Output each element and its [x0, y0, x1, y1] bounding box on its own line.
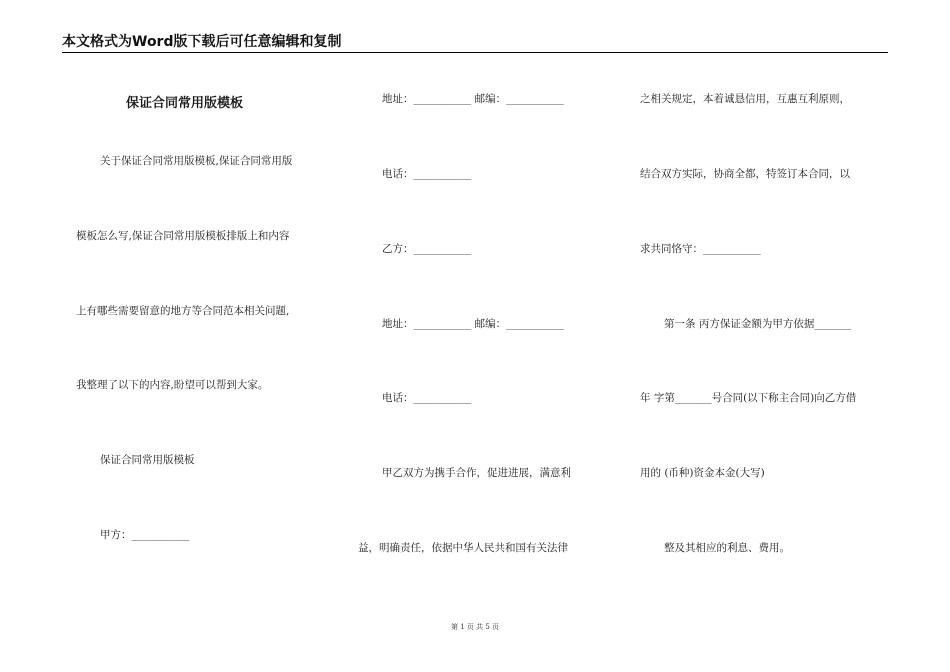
page-number: 第 1 页 共 5 页	[450, 623, 500, 631]
paragraph-line: 我整理了以下的内容,盼望可以帮到大家。	[76, 379, 269, 391]
paragraph-line: 模板怎么写,保证合同常用版模板排版上和内容	[76, 230, 290, 242]
paragraph-line: 用的 (币种)资金本金(大写)	[640, 467, 765, 479]
header-text: 本文格式为Word版下载后可任意编辑和复制	[62, 34, 342, 50]
party-a-line: 甲方：___________	[100, 529, 190, 541]
paragraph-line: 益，明确责任，依据中华人民共和国有关法律	[358, 542, 568, 554]
party-b-line: 乙方：___________	[382, 243, 472, 255]
paragraph-line: 整及其相应的利息、费用。	[664, 542, 790, 554]
paragraph-line: 关于保证合同常用版模板,保证合同常用版	[100, 155, 293, 167]
column-2	[358, 0, 603, 672]
paragraph-line: 求共同恪守：___________	[640, 243, 761, 255]
paragraph-line: 第一条 丙方保证金额为甲方依据_______	[664, 318, 852, 330]
address-line: 地址：___________ 邮编：___________	[382, 318, 564, 330]
paragraph-line: 之相关规定，本着诚恳信用，互惠互利原则，	[640, 93, 850, 105]
paragraph-line: 结合双方实际，协商全都，特签订本合同，以	[640, 168, 850, 180]
paragraph-line: 保证合同常用版模板	[100, 454, 195, 466]
paragraph-line: 甲乙双方为携手合作，促进进展，满意利	[382, 467, 571, 479]
column-1	[76, 0, 326, 672]
phone-line: 电话：___________	[382, 392, 472, 404]
phone-line: 电话：___________	[382, 168, 472, 180]
paragraph-line: 年 字第_______号合同(以下称主合同)向乙方借	[640, 392, 857, 404]
document-title: 保证合同常用版模板	[126, 96, 244, 111]
paragraph-line: 上有哪些需要留意的地方等合同范本相关问题,	[76, 305, 290, 317]
address-line: 地址：___________ 邮编：___________	[382, 93, 564, 105]
column-3	[640, 0, 890, 672]
